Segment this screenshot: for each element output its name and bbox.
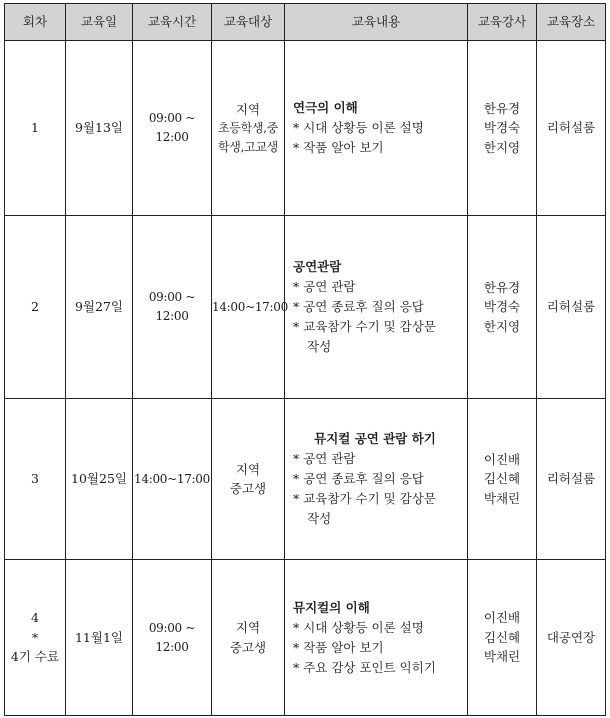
target-line: 14:00~17:00: [212, 299, 288, 314]
content-line: * 교육참가 수기 및 감상문: [293, 319, 436, 334]
place-cell: 리허설룸: [537, 399, 606, 560]
target-line: 초등학생,중: [218, 121, 278, 136]
session-cell: [5, 216, 66, 399]
header-instructor: 교육강사: [468, 4, 537, 41]
table-row: [5, 399, 606, 560]
date-cell: 9월13일: [66, 41, 133, 216]
content-line: * 작품 알아 보기: [293, 140, 384, 155]
date-cell: 10월25일: [66, 399, 133, 560]
session-number: 2: [31, 299, 39, 315]
instructor-name: 이진배: [483, 451, 521, 467]
content-line: 작성: [307, 339, 332, 354]
instructor-name: 박경숙: [483, 299, 521, 315]
time-cell: 09:00 ~ 12:00: [133, 560, 212, 716]
time-cell: 14:00~17:00: [133, 399, 212, 560]
schedule-table: [4, 3, 606, 716]
target-cell: [212, 399, 285, 560]
content-line: * 시대 상황등 이론 설명: [293, 120, 424, 135]
instructor-cell: [468, 216, 537, 399]
instructor-name: 박채린: [483, 649, 521, 665]
date-cell: 11월1일: [66, 560, 133, 716]
date-cell: 9월27일: [66, 216, 133, 399]
session-cell: [5, 399, 66, 560]
content-cell: [285, 216, 468, 399]
instructor-name: 한유경: [483, 100, 521, 116]
instructor-name: 김신혜: [483, 629, 521, 645]
table-row: [5, 41, 606, 216]
content-line: 작성: [307, 511, 332, 526]
session-marker: *: [31, 629, 39, 645]
content-cell: [285, 560, 468, 716]
target-line: 학생,고교생: [218, 139, 278, 154]
content-line: * 공연 관람: [293, 279, 356, 294]
content-line: * 시대 상황등 이론 설명: [293, 619, 424, 635]
instructor-name: 김신혜: [483, 471, 521, 487]
content-title: 연극의 이해: [293, 100, 358, 115]
header-session: 회차: [5, 4, 66, 41]
instructor-name: 한지영: [483, 139, 521, 155]
instructor-cell: [468, 399, 537, 560]
instructor-cell: [468, 560, 537, 716]
place-cell: 리허설룸: [537, 216, 606, 399]
header-row: [5, 4, 606, 41]
header-content: 교육내용: [285, 4, 468, 41]
time-cell: 09:00 ~ 12:00: [133, 216, 212, 399]
header-place: 교육장소: [537, 4, 606, 41]
place-cell: 리허설룸: [537, 41, 606, 216]
content-title: 뮤지컬의 이해: [293, 599, 370, 615]
target-cell: [212, 560, 285, 716]
content-cell: [285, 41, 468, 216]
header-date: 교육일: [66, 4, 133, 41]
target-line: 지역: [235, 620, 261, 636]
session-number: 4: [31, 610, 39, 626]
content-line: * 작품 알아 보기: [293, 639, 384, 655]
target-cell: [212, 216, 288, 399]
content-line: * 주요 감상 포인트 익히기: [293, 659, 436, 675]
session-cell: [5, 41, 66, 216]
target-line: 지역: [235, 461, 261, 477]
target-line: 중고생: [229, 481, 267, 496]
content-title: 공연관람: [293, 259, 342, 274]
header-time: 교육시간: [133, 4, 212, 41]
instructor-name: 한지영: [483, 318, 521, 334]
instructor-name: 한유경: [483, 279, 521, 295]
content-cell: [285, 399, 468, 560]
header-target: 교육대상: [212, 4, 285, 41]
content-line: * 공연 종료후 질의 응답: [293, 471, 424, 486]
session-cell: [5, 560, 66, 716]
table-row: [5, 216, 606, 399]
content-line: * 공연 관람: [293, 451, 356, 466]
instructor-name: 박채린: [483, 490, 521, 506]
session-note: 4기 수료: [10, 649, 60, 665]
content-line: * 공연 종료후 질의 응답: [293, 299, 424, 314]
instructor-cell: [468, 41, 537, 216]
target-line: 지역: [235, 101, 261, 117]
session-number: 3: [31, 471, 39, 487]
content-line: * 교육참가 수기 및 감상문: [293, 491, 436, 506]
place-cell: 대공연장: [537, 560, 606, 716]
target-cell: [212, 41, 285, 216]
instructor-name: 박경숙: [483, 120, 521, 136]
session-number: 1: [31, 120, 39, 136]
time-cell: 09:00 ~ 12:00: [133, 41, 212, 216]
content-title: 뮤지컬 공연 관람 하기: [314, 431, 436, 446]
instructor-name: 이진배: [483, 610, 521, 626]
target-line: 중고생: [229, 639, 267, 655]
table-row: [5, 560, 606, 716]
